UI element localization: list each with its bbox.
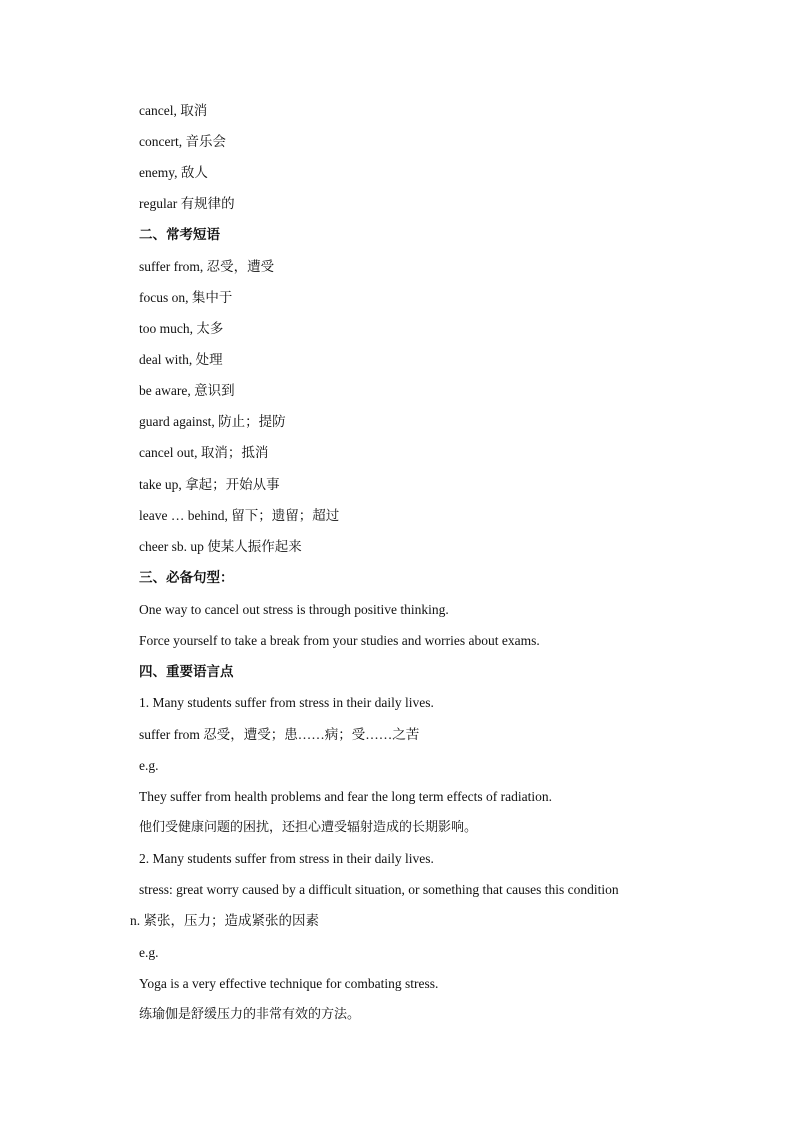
language-point-meaning: n. 紧张，压力；造成紧张的因素 [130,913,319,928]
phrase-item: guard against, 防止；提防 [139,414,286,429]
vocab-item-enemy: enemy, 敌人 [139,165,208,180]
phrase-item: too much, 太多 [139,321,224,336]
example-label: e.g. [139,945,159,960]
phrase-item: leave … behind, 留下；遗留；超过 [139,508,340,523]
example-label: e.g. [139,758,159,773]
example-chinese: 练瑜伽是舒缓压力的非常有效的方法。 [139,1007,361,1022]
phrase-item: be aware, 意识到 [139,383,235,398]
phrase-item: focus on, 集中于 [139,290,233,305]
phrase-item: cheer sb. up 使某人振作起来 [139,539,302,554]
phrase-item: take up, 拿起；开始从事 [139,477,280,492]
language-point-definition: stress: great worry caused by a difficult situation, or something that causes this condition [139,882,619,897]
language-point-sentence: 1. Many students suffer from stress in their daily lives. [139,695,434,710]
section-heading-sentences: 三、必备句型： [139,570,234,586]
example-english: Yoga is a very effective technique for combating stress. [139,976,439,991]
vocab-item-cancel: cancel, 取消 [139,103,208,118]
vocab-item-regular: regular 有规律的 [139,196,235,211]
section-heading-language-points: 四、重要语言点 [139,664,234,680]
phrase-item: deal with, 处理 [139,352,223,367]
section-heading-phrases: 二、常考短语 [139,227,220,243]
phrase-item: cancel out, 取消；抵消 [139,445,269,460]
phrase-item: suffer from, 忍受，遭受 [139,259,275,274]
example-english: They suffer from health problems and fear the long term effects of radiation. [139,789,552,804]
language-point-meaning: suffer from 忍受，遭受；患……病；受……之苦 [139,727,420,742]
vocab-item-concert: concert, 音乐会 [139,134,226,149]
language-point-sentence: 2. Many students suffer from stress in their daily lives. [139,851,434,866]
example-chinese: 他们受健康问题的困扰，还担心遭受辐射造成的长期影响。 [139,820,478,835]
sentence-pattern: One way to cancel out stress is through positive thinking. [139,602,449,617]
sentence-pattern: Force yourself to take a break from your studies and worries about exams. [139,633,540,648]
